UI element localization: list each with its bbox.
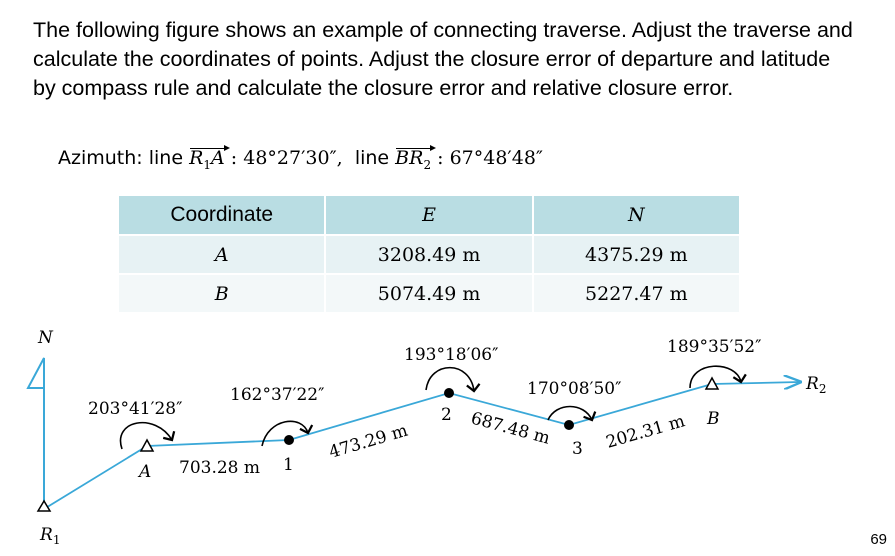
distance-label-3-b: 202.31 m — [603, 411, 688, 453]
row-b-e: 5074.49 m — [325, 274, 532, 313]
angle-label-3: 170°08′50″ — [527, 379, 622, 399]
point-label-r2: $R_2$ — [806, 374, 827, 396]
line-b-r2 — [712, 382, 800, 384]
row-point-b: B — [118, 274, 325, 313]
distance-label-a-1: 703.28 m — [179, 458, 261, 478]
header-coordinate: Coordinate — [118, 195, 325, 235]
azimuth-line2-value: : 67°48′48″ — [437, 147, 544, 169]
angle-label-b: 189°35′52″ — [667, 337, 762, 357]
point-label-3: 3 — [572, 439, 583, 459]
distance-label-1-2: 473.29 m — [326, 420, 411, 463]
angle-label-1: 162°37′22″ — [230, 385, 325, 405]
distance-label-2-3: 687.48 m — [468, 408, 553, 449]
row-a-n: 4375.29 m — [533, 235, 740, 274]
row-a-e: 3208.49 m — [325, 235, 532, 274]
header-n: N — [533, 195, 740, 235]
problem-statement: The following figure shows an example of connecting traverse. Adjust the traverse and calculate the coordinates of points. Adjust the closure error of departure and latitude by compass rule and calculate the closure error and relative closure error. — [33, 18, 853, 100]
north-label: N — [38, 328, 53, 348]
azimuth-prefix: Azimuth: line — [58, 147, 190, 169]
point-label-1: 1 — [283, 455, 294, 475]
point-label-a: A — [139, 462, 152, 482]
north-arrow — [28, 328, 54, 505]
azimuth-line1-value: : 48°27′30″, — [230, 147, 343, 169]
angle-label-2: 193°18′06″ — [404, 345, 499, 365]
angle-arc-2 — [426, 368, 474, 391]
point-label-2: 2 — [441, 405, 452, 425]
point-2-dot — [444, 388, 454, 398]
row-b-n: 5227.47 m — [533, 274, 740, 313]
row-point-a: A — [118, 235, 325, 274]
angle-label-a: 203°41′28″ — [88, 399, 183, 419]
point-1-dot — [284, 435, 294, 445]
point-3-dot — [564, 420, 574, 430]
point-label-r1: $R_1$ — [40, 525, 61, 547]
point-label-b: B — [707, 409, 720, 429]
page-number: 69 — [870, 531, 887, 548]
angle-arc-3 — [548, 407, 592, 421]
azimuth-line1-vector: $R_1A$ — [189, 147, 231, 172]
north-arrow-head — [28, 358, 44, 388]
header-e: E — [325, 195, 532, 235]
azimuth-line2-prefix: line — [354, 147, 396, 169]
azimuth-line2-vector: $BR_2$ — [395, 147, 437, 172]
